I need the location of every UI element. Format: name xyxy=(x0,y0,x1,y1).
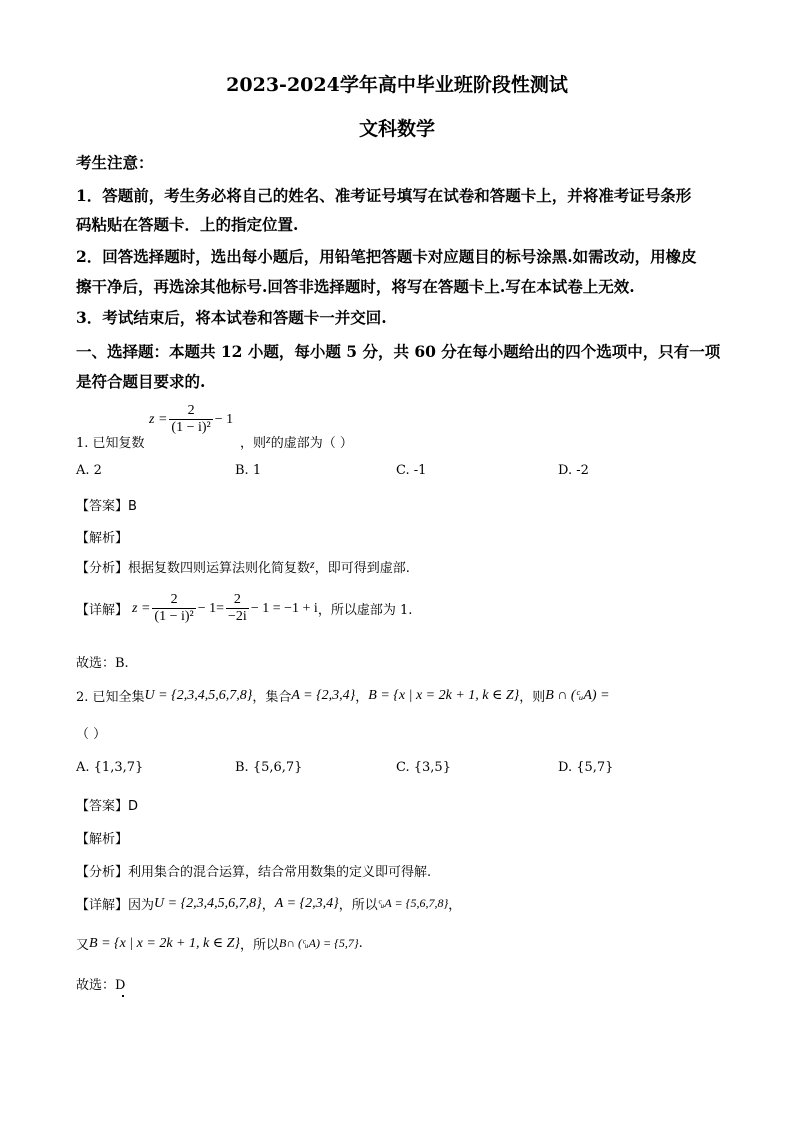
q2-expr: B ∩ (ᶜᵤA) = xyxy=(545,687,610,703)
q1-detail-frac2 xyxy=(226,592,249,625)
q2-prefix: 2. 已知全集 xyxy=(76,690,145,705)
q1-fenxi-a: 【分析】根据复数四则运算法则化简复数 xyxy=(76,561,311,576)
q2-detail-comp: ᶜᵤA = {5,6,7,8} xyxy=(377,896,449,910)
notice-item3: 3．考试结束后，将本试卷和答题卡一并交回. xyxy=(76,308,387,327)
q1-frac-num: 2 xyxy=(187,403,195,418)
q2-b-set: B = {x | x = 2k + 1, k ∈ Z} xyxy=(368,688,520,703)
q2-analysis-tag: 【解析】 xyxy=(76,832,129,847)
q1-option-b: B. 1 xyxy=(235,463,262,478)
q1-fenxi-z: z xyxy=(310,557,315,571)
q2-comma: ， xyxy=(355,690,369,705)
page-subtitle: 文科数学 xyxy=(358,118,435,140)
q2-detail-line2 xyxy=(76,934,363,953)
q2-detail2-b: B = {x | x = 2k + 1, k ∈ Z} xyxy=(89,936,240,951)
q1-formula xyxy=(149,403,233,436)
q1-prefix: 1. 已知复数 xyxy=(76,436,145,451)
q1-suffix-a: ，则 xyxy=(240,436,267,451)
q1-suffix-b: 的虚部为（ ） xyxy=(270,436,353,451)
q2-paren: （ ） xyxy=(76,727,107,742)
q2-mid2: ，则 xyxy=(519,690,546,705)
q2-conclusion: 故选：D xyxy=(76,978,126,993)
q1-minus-one: − 1 xyxy=(214,411,234,427)
q1-detail-frac2-num: 2 xyxy=(233,592,241,607)
section1-line1: 一、选择题：本题共 12 小题，每小题 5 分，共 60 分在每小题给出的四个选项中，只有一项 xyxy=(76,342,721,361)
q2-stem xyxy=(76,686,610,705)
q2-detail2-res: B∩ (ᶜᵤA) = {5,7} xyxy=(278,936,359,950)
q2-detail-tag: 【详解】因为 xyxy=(76,898,155,913)
q2-answer: 【答案】D xyxy=(76,799,139,814)
stray-dot xyxy=(122,995,124,997)
q2-option-b: B. {5,6,7} xyxy=(235,760,303,775)
q1-fenxi-b: ，即可得到虚部. xyxy=(314,561,410,576)
q1-fenxi xyxy=(76,557,410,576)
q1-detail-frac1 xyxy=(152,592,195,625)
q1-option-a: A. 2 xyxy=(76,463,102,478)
notice-item2-line2: 擦干净后，再选涂其他标号.回答非选择题时，将写在答题卡上.写在本试卷上无效. xyxy=(76,277,635,296)
q1-detail-z: z = xyxy=(132,600,151,616)
q2-option-c: C. {3,5} xyxy=(396,760,451,775)
q2-detail-so: ，所以 xyxy=(338,898,378,913)
q2-option-a: A. {1,3,7} xyxy=(76,760,144,775)
q2-detail-a: A = {2,3,4} xyxy=(274,895,339,911)
q1-detail-mid: − 1= xyxy=(197,600,225,616)
q1-detail-frac2-den: −2i xyxy=(228,609,247,624)
q1-detail-tag: 【详解】 xyxy=(76,603,129,618)
q1-fraction xyxy=(169,403,212,436)
q2-detail2-prefix: 又 xyxy=(76,938,90,953)
q1-option-d: D. -2 xyxy=(558,463,589,478)
q1-z-eq: z = xyxy=(149,411,168,427)
q2-detail-line1 xyxy=(76,894,461,913)
q1-stem xyxy=(76,402,353,451)
q2-detail-end: ， xyxy=(448,898,462,913)
q2-a-set: A = {2,3,4} xyxy=(291,687,356,703)
q2-detail-u: U = {2,3,4,5,6,7,8} xyxy=(154,895,262,911)
q2-mid1: ，集合 xyxy=(252,690,292,705)
q1-detail-frac1-num: 2 xyxy=(170,592,178,607)
q1-z: z xyxy=(266,432,271,446)
section1-line2: 是符合题目要求的. xyxy=(76,372,206,391)
q1-analysis-tag: 【解析】 xyxy=(76,531,129,546)
q1-detail-suffix: ，所以虚部为 1. xyxy=(317,603,413,618)
q1-frac-den: (1 − i)² xyxy=(171,420,211,435)
q2-detail2-end: . xyxy=(358,936,363,951)
q2-fenxi: 【分析】利用集合的混合运算，结合常用数集的定义即可得解. xyxy=(76,865,432,880)
page-title: 2023-2024学年高中毕业班阶段性测试 xyxy=(226,74,568,96)
q1-option-c: C. -1 xyxy=(396,463,427,478)
q2-detail-comma: ， xyxy=(261,898,275,913)
q2-detail2-so: ，所以 xyxy=(239,938,279,953)
q1-answer: 【答案】B xyxy=(76,499,137,514)
q1-suffix xyxy=(240,432,353,451)
q2-option-d: D. {5,7} xyxy=(558,760,614,775)
notice-heading: 考生注意： xyxy=(76,153,154,172)
notice-item1-line1: 1．答题前，考生务必将自己的姓名、准考证号填写在试卷和答题卡上，并将准考证号条形 xyxy=(76,186,692,205)
q1-detail-frac1-den: (1 − i)² xyxy=(154,609,194,624)
q1-conclusion: 故选：B. xyxy=(76,656,129,671)
q1-detail-end: − 1 = −1 + i xyxy=(250,600,318,616)
q2-u-set: U = {2,3,4,5,6,7,8} xyxy=(144,687,253,703)
q1-detail xyxy=(76,592,412,625)
notice-item1-line2: 码粘贴在答题卡．上的指定位置. xyxy=(76,215,299,234)
notice-item2-line1: 2．回答选择题时，选出每小题后，用铅笔把答题卡对应题目的标号涂黑.如需改动，用橡皮 xyxy=(76,247,697,266)
